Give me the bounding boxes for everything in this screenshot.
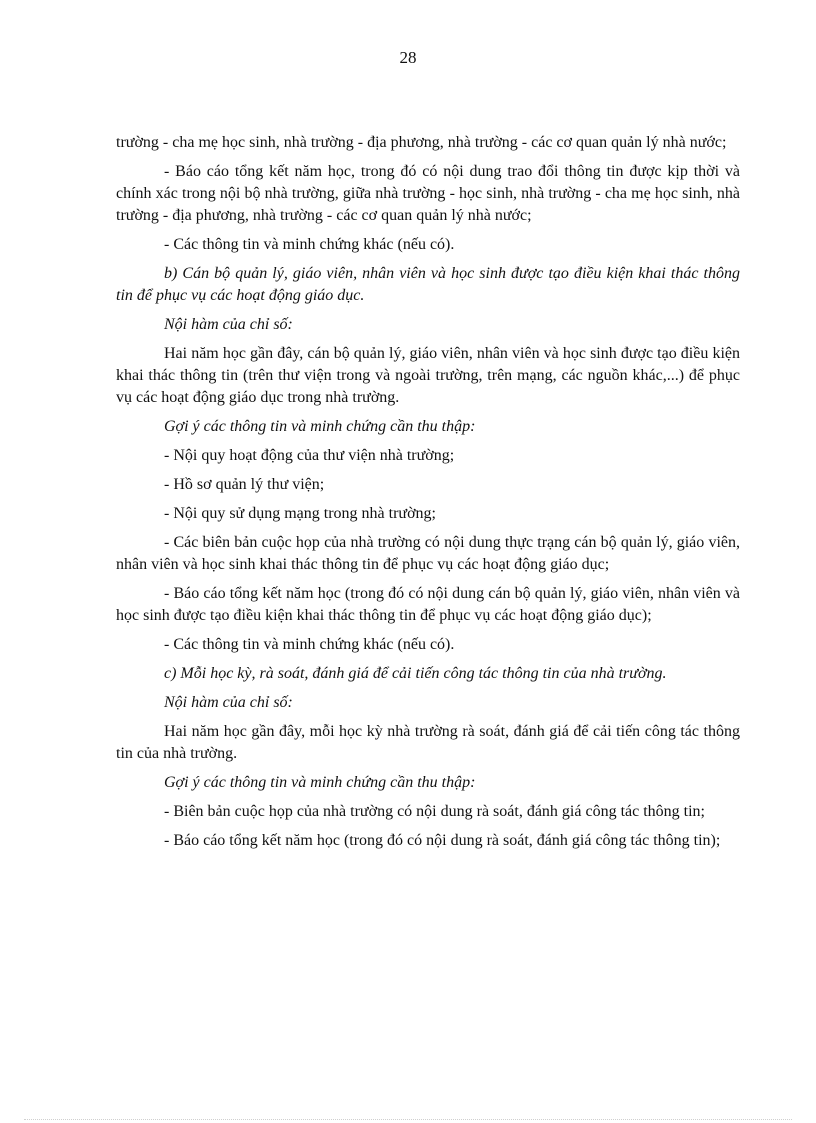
paragraph: Hai năm học gần đây, mỗi học kỳ nhà trường rà soát, đánh giá để cải tiến công tác thông tin của nhà trường.: [116, 723, 740, 762]
italic-paragraph: Nội hàm của chỉ số:: [164, 694, 293, 711]
page-bottom-divider: [24, 1119, 792, 1120]
paragraph: - Nội quy sử dụng mạng trong nhà trường;: [164, 505, 436, 522]
italic-paragraph: b) Cán bộ quản lý, giáo viên, nhân viên và học sinh được tạo điều kiện khai thác thông tin để phục vụ các hoạt động giáo dục.: [116, 265, 740, 304]
paragraph: Hai năm học gần đây, cán bộ quản lý, giáo viên, nhân viên và học sinh được tạo điều kiện khai thác thông tin (trên thư viện trong và ngoài trường, trên mạng, các nguồn khác,...) để phục vụ các hoạt động giáo dục trong nhà trường.: [116, 345, 740, 406]
paragraph: - Hồ sơ quản lý thư viện;: [164, 476, 325, 493]
paragraph: - Báo cáo tổng kết năm học (trong đó có nội dung cán bộ quản lý, giáo viên, nhân viên và học sinh được tạo điều kiện khai thác thông tin để phục vụ các hoạt động giáo dục);: [116, 585, 740, 624]
page-number: 28: [399, 48, 417, 67]
paragraph: - Báo cáo tổng kết năm học (trong đó có nội dung rà soát, đánh giá công tác thông tin);: [164, 832, 721, 849]
paragraph: - Biên bản cuộc họp của nhà trường có nội dung rà soát, đánh giá công tác thông tin;: [164, 803, 705, 820]
italic-paragraph: c) Mỗi học kỳ, rà soát, đánh giá để cải tiến công tác thông tin của nhà trường.: [164, 665, 667, 682]
italic-paragraph: Nội hàm của chỉ số:: [164, 316, 293, 333]
document-body: [116, 132, 740, 859]
paragraph: - Các thông tin và minh chứng khác (nếu có).: [164, 636, 455, 653]
italic-paragraph: Gợi ý các thông tin và minh chứng cần thu thập:: [164, 774, 476, 791]
paragraph: trường - cha mẹ học sinh, nhà trường - địa phương, nhà trường - các cơ quan quản lý nhà nước;: [116, 134, 727, 151]
italic-paragraph: Gợi ý các thông tin và minh chứng cần thu thập:: [164, 418, 476, 435]
paragraph: - Báo cáo tổng kết năm học, trong đó có nội dung trao đổi thông tin được kịp thời và chính xác trong nội bộ nhà trường, giữa nhà trường - học sinh, nhà trường - cha mẹ học sinh, nhà trường - địa phương, nhà trường - các cơ quan quản lý nhà nước;: [116, 163, 740, 224]
paragraph: - Các thông tin và minh chứng khác (nếu có).: [164, 236, 455, 253]
paragraph: - Các biên bản cuộc họp của nhà trường có nội dung thực trạng cán bộ quản lý, giáo viên, nhân viên và học sinh khai thác thông tin để phục vụ các hoạt động giáo dục;: [116, 534, 740, 573]
paragraph: - Nội quy hoạt động của thư viện nhà trường;: [164, 447, 455, 464]
